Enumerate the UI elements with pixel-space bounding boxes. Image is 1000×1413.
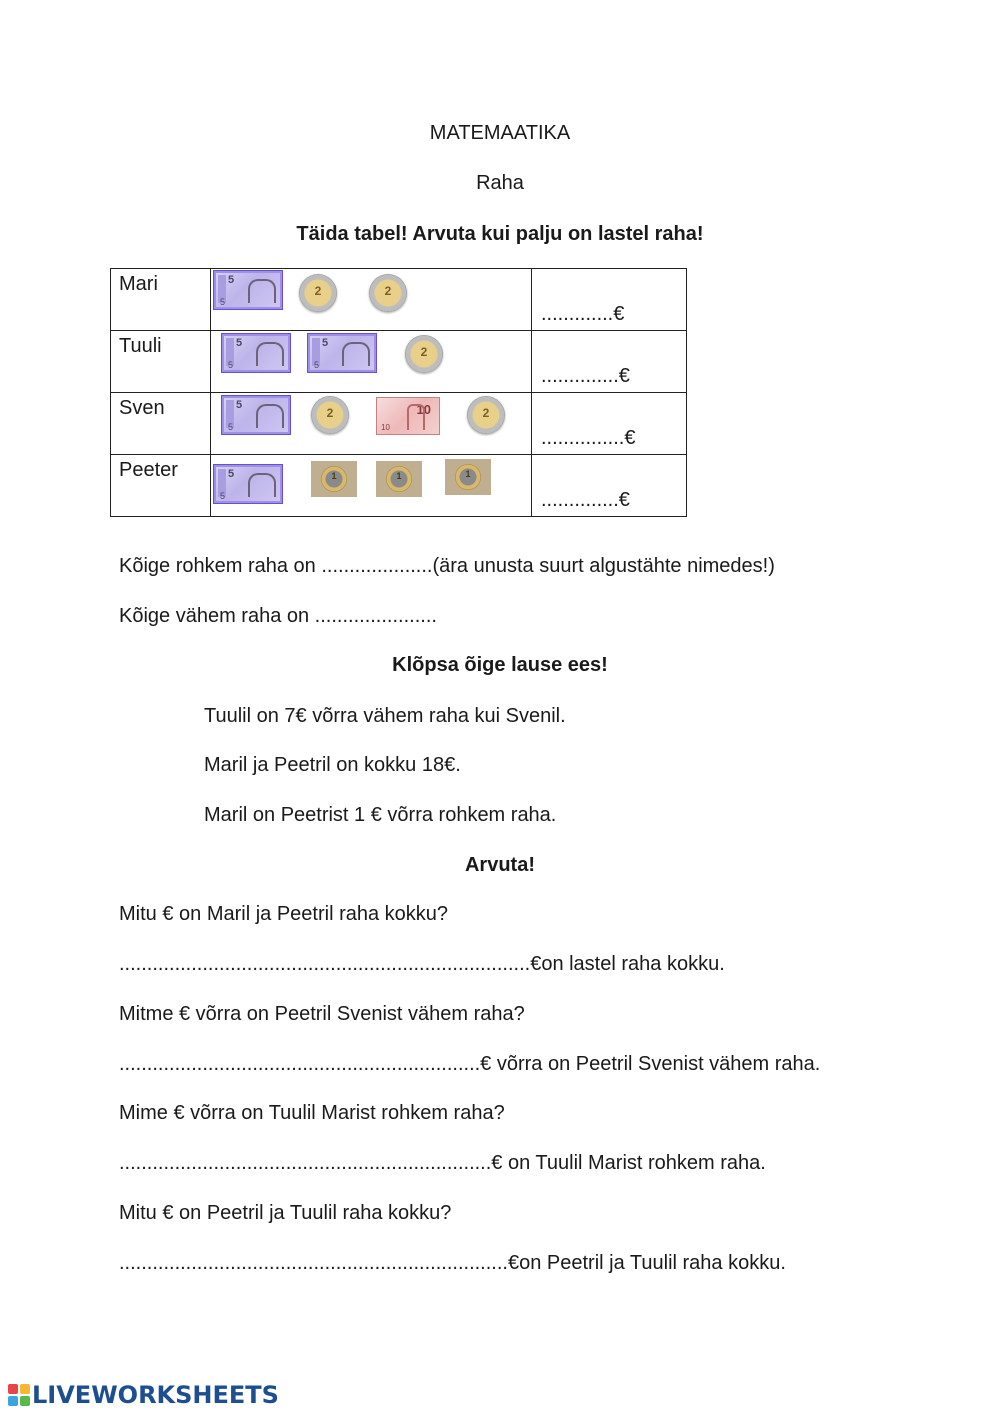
least-money-sentence[interactable]: Kõige vähem raha on ...................... <box>119 605 437 627</box>
two-euro-coin-icon: 2 <box>405 335 443 373</box>
page-subject: MATEMAATIKA <box>429 122 571 144</box>
money-pictures <box>211 331 532 393</box>
task1-title: Täida tabel! Arvuta kui palju on lastel raha! <box>296 223 704 245</box>
footer-logo <box>8 1380 279 1410</box>
page-topic: Raha <box>476 172 524 194</box>
choice-option[interactable]: Tuulil on 7€ võrra vähem raha kui Svenil. <box>204 705 566 727</box>
answer-line[interactable]: ...................................................................€ on Tuulil Marist rohkem raha. <box>119 1152 766 1174</box>
two-euro-coin-icon: 2 <box>311 396 349 434</box>
two-euro-coin-icon: 2 <box>467 396 505 434</box>
ten-euro-bill-icon: 10 10 <box>376 397 440 435</box>
question: Mime € võrra on Tuulil Marist rohkem raha? <box>119 1102 505 1124</box>
most-money-sentence[interactable]: Kõige rohkem raha on ....................(ära unusta suurt algustähte nimedes!) <box>119 555 775 577</box>
choice-option[interactable]: Maril on Peetrist 1 € võrra rohkem raha. <box>204 804 557 826</box>
answer-field[interactable]: ..............€ <box>532 331 687 393</box>
child-name: Mari <box>111 269 211 331</box>
five-euro-bill-icon: 5 5 <box>213 464 283 504</box>
answer-line[interactable]: .................................................................€ võrra on Peetril Svenist vähem raha. <box>119 1053 821 1075</box>
answer-line[interactable]: ..........................................................................€on lastel raha kokku. <box>119 953 725 975</box>
five-euro-bill-icon: 5 5 <box>307 333 377 373</box>
child-name: Peeter <box>111 455 211 517</box>
child-name: Sven <box>111 393 211 455</box>
money-pictures <box>211 393 532 455</box>
table-row <box>111 269 687 331</box>
five-euro-bill-icon: 5 5 <box>213 270 283 310</box>
child-name: Tuuli <box>111 331 211 393</box>
question: Mitme € võrra on Peetril Svenist vähem raha? <box>119 1003 525 1025</box>
money-pictures <box>211 455 532 517</box>
five-euro-bill-icon: 5 5 <box>221 333 291 373</box>
question: Mitu € on Maril ja Peetril raha kokku? <box>119 903 449 925</box>
one-euro-coin-icon: 1 <box>376 461 422 497</box>
one-euro-coin-icon: 1 <box>445 459 491 495</box>
two-euro-coin-icon: 2 <box>299 274 337 312</box>
logo-text: LIVEWORKSHEETS <box>32 1381 279 1409</box>
table-row <box>111 331 687 393</box>
table-row <box>111 455 687 517</box>
money-pictures <box>211 269 532 331</box>
question: Mitu € on Peetril ja Tuulil raha kokku? <box>119 1202 452 1224</box>
choice-option[interactable]: Maril ja Peetril on kokku 18€. <box>204 754 461 776</box>
answer-field[interactable]: ..............€ <box>532 455 687 517</box>
answer-line[interactable]: ......................................................................€on Peetril ja Tuulil raha kokku. <box>119 1252 786 1274</box>
logo-blocks-icon <box>8 1384 30 1406</box>
table-row <box>111 393 687 455</box>
task3-title: Arvuta! <box>464 854 535 876</box>
five-euro-bill-icon: 5 5 <box>221 395 291 435</box>
two-euro-coin-icon: 2 <box>369 274 407 312</box>
task2-title: Klõpsa õige lause ees! <box>392 654 608 676</box>
answer-field[interactable]: .............€ <box>532 269 687 331</box>
answer-field[interactable]: ...............€ <box>532 393 687 455</box>
one-euro-coin-icon: 1 <box>311 461 357 497</box>
money-table <box>110 268 687 517</box>
